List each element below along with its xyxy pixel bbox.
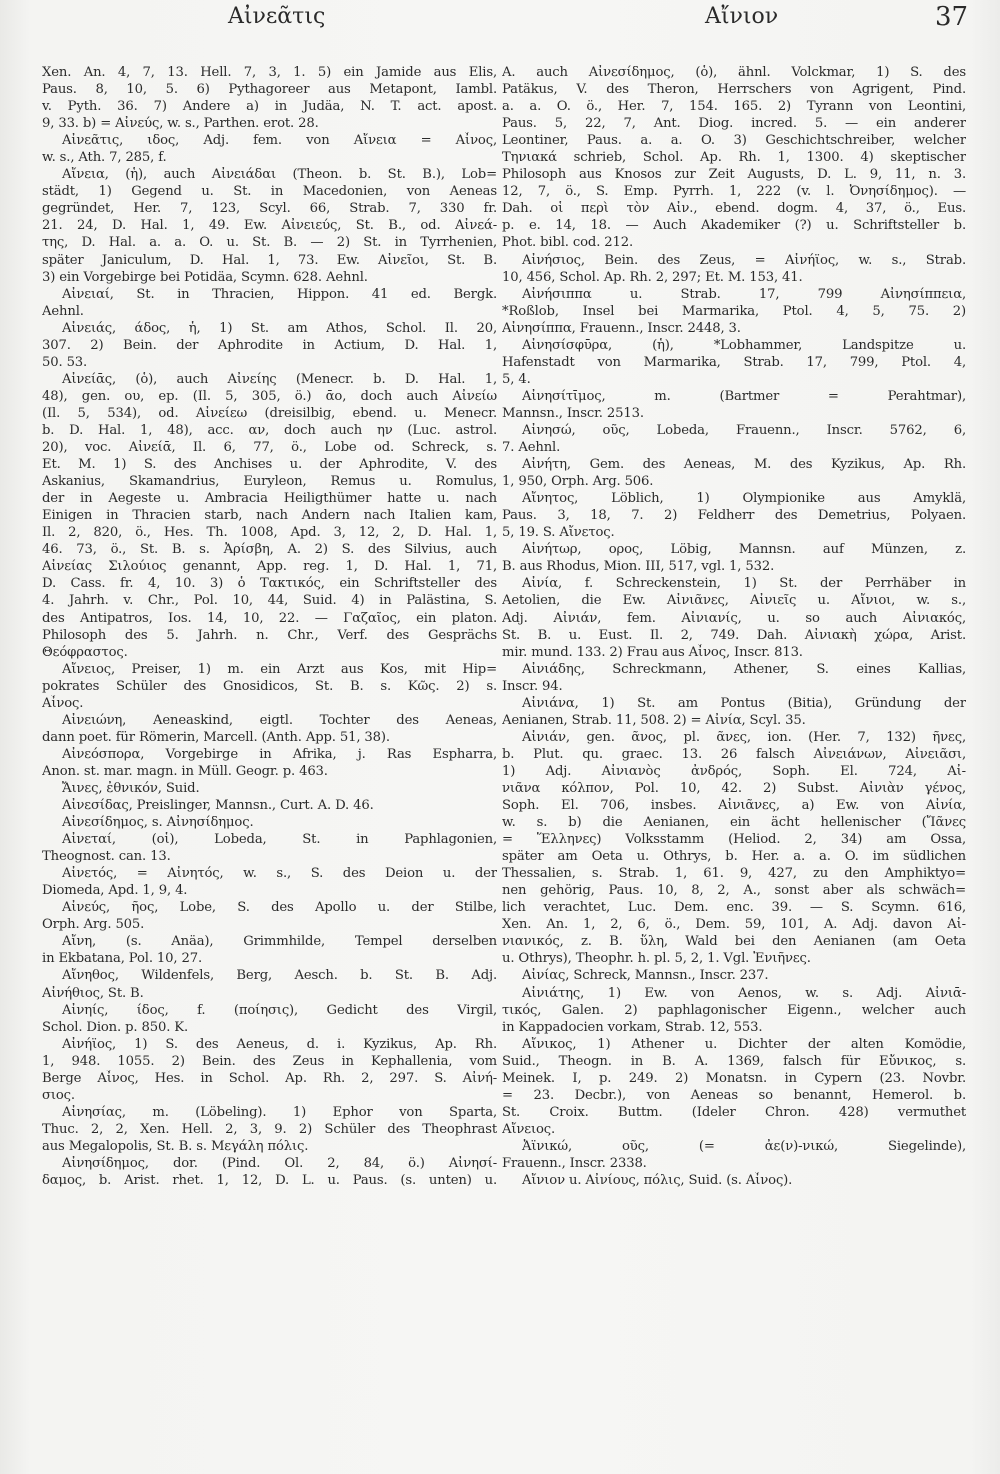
text-line: = Ἕλληνες) Volksstamm (Heliod. 2, 34) am Ossa,	[502, 832, 966, 848]
text-line: σιος.	[42, 1087, 75, 1103]
text-line: Anon. st. mar. magn. in Müll. Geogr. p. 463.	[42, 763, 328, 779]
left-column	[42, 64, 497, 1189]
text-line: Thuc. 2, 2, Xen. Hell. 2, 3, 9. 2) Schüler des Theophrast	[42, 1121, 497, 1137]
text-line: Paus. 5, 22, 7, Ant. Diog. incred. 5. — ein anderer	[502, 116, 966, 132]
text-line: Αἰνήτωρ, ορος, Löbig, Mannsn. auf Münzen, z.	[522, 542, 966, 558]
text-line: Αἰνετός, = Αἰνητός, w. s., S. des Deion u. der	[62, 866, 497, 882]
text-line: Αἴνηθος, Wildenfels, Berg, Aesch. b. St. B. Adj.	[62, 968, 497, 984]
text-line: A. auch Αἰνεσίδημος, (ὁ), ähnl. Volckmar, 1) S. des	[502, 65, 966, 80]
text-line: Αἰνεόσπορα, Vorgebirge in Afrika, j. Ras Espharra,	[62, 746, 497, 762]
text-line: 1) Adj. Αἰνιανὸς ἀνδρός, Soph. El. 724, Αἰ-	[502, 763, 966, 779]
text-line: Αἰνεύς, ῆος, Lobe, S. des Apollo u. der Stilbe,	[62, 900, 497, 916]
text-line: dann poet. für Römerin, Marcell. (Anth. App. 51, 38).	[42, 729, 390, 745]
text-line: Τηνιακά schrieb, Schol. Ap. Rh. 1, 1300. 4) skeptischer	[502, 150, 966, 166]
text-line: 7. Aehnl.	[502, 440, 561, 456]
text-line: Askanius, Skamandrius, Euryleon, Remus u. Romulus,	[42, 474, 497, 490]
text-line: b. Plut. qu. graec. 13. 26 falsch Αἰνειάνων, Αἰνειᾶσι,	[502, 746, 966, 762]
text-line: Αἰνήσιος, Bein. des Zeus, = Αἰνήϊος, w. s., Strab.	[522, 252, 966, 268]
text-line: Schol. Dion. p. 850. K.	[42, 1019, 189, 1035]
text-line: später Janiculum, D. Hal. 1, 73. Ew. Αἰνεῖοι, St. B.	[42, 252, 497, 268]
text-line: Αἰνειώνη, Aeneaskind, eigtl. Tochter des Aeneas,	[62, 712, 497, 728]
text-line: Αἰνιάτης, 1) Ew. von Aenos, w. s. Adj. Αἰνιᾱ-	[522, 985, 966, 1001]
text-line: Xen. An. 1, 2, 6, ö., Dem. 59, 101, A. Adj. davon Αἰ-	[502, 917, 966, 933]
text-line: Soph. El. 706, insbes. Αἰνιᾶνες, a) Ew. von Αἰνία,	[502, 798, 966, 814]
text-line: Αἰνησίδημος, dor. (Pind. Ol. 2, 84, ö.) Αἰνησί-	[62, 1156, 497, 1171]
text-line: Αἰνιάδης, Schreckmann, Athener, S. eines Kallias,	[522, 661, 966, 677]
text-line: Aetolien, die Ew. Αἰνιᾶνες, Αἰνιεῖς u. Αἴνιοι, w. s.,	[502, 593, 966, 609]
text-line: b. D. Hal. 1, 48), acc. αν, doch auch ην (Luc. astrol.	[42, 422, 497, 438]
text-line: Αἰνησίσφῡρα, (ἡ), *Lobhammer, Landspitze u.	[522, 337, 966, 353]
text-line: της, D. Hal. a. a. O. u. St. B. — 2) St. in Tyrrhenien,	[42, 235, 497, 251]
text-line: Dah. οἱ περὶ τὸν Αἰν., ebend. dogm. 4, 37, ö., Eus.	[502, 201, 966, 217]
text-line: (Il. 5, 534), od. Αἰνείεω (dreisilbig, ebend. u. Menecr.	[42, 405, 497, 421]
text-line: Θεόφραστος.	[42, 644, 128, 660]
text-line: D. Cass. fr. 4, 10. 3) ὁ Τακτικός, ein Schriftsteller des	[42, 576, 497, 592]
text-line: Patäkus, V. des Theron, Herrschers von Agrigent, Pind.	[502, 82, 966, 98]
text-line: Αἰνεσίδημος, s. Αἰνησίδημος.	[62, 815, 254, 831]
text-line: Ἀϊνικώ, οῦς, (= ἀε(ν)-νικώ, Siegelinde),	[522, 1138, 966, 1154]
text-line: Αἴνεια, (ἡ), auch Αἰνειάδαι (Theon. b. St. B.), Lob=	[62, 167, 497, 183]
text-line: Αἴνειος.	[502, 1121, 556, 1137]
text-line: St. B. u. Eust. Il. 2, 749. Dah. Αἰνιακὴ χώρα, Arist.	[502, 627, 966, 643]
left-guideword: Αἰνεᾶτις	[228, 4, 326, 29]
text-line: später am Oeta u. Othrys, b. Her. a. a. O. im südlichen	[502, 849, 966, 865]
text-line: Αἰνησίας, m. (Löbeling). 1) Ephor von Sparta,	[62, 1104, 497, 1120]
text-line: Aehnl.	[42, 303, 84, 319]
text-line: Αἰνηίς, ίδος, f. (ποίησις), Gedicht des Virgil,	[62, 1002, 497, 1018]
text-line: Et. M. 1) S. des Anchises u. der Aphrodite, V. des	[42, 457, 497, 473]
text-line: städt, 1) Gegend u. St. in Macedonien, von Aeneas	[42, 184, 497, 200]
text-line: 307. 2) Bein. der Aphrodite in Actium, D. Hal. 1,	[42, 337, 497, 353]
text-line: νιᾶνα κόλπον, Pol. 10, 42. 2) Subst. Αἰνιὰν γένος,	[502, 780, 966, 796]
text-line: Theognost. can. 13.	[42, 849, 171, 865]
text-line: w. s., Ath. 7, 285, f.	[42, 150, 167, 166]
text-line: Philosoph des 5. Jahrh. n. Chr., Verf. des Gesprächs	[42, 627, 497, 643]
text-line: 9, 33. b) = Αἰνεύς, w. s., Parthen. erot. 28.	[42, 116, 319, 132]
text-line: p. e. 14, 18. — Auch Akademiker (?) u. Schriftsteller b.	[502, 218, 966, 234]
text-line: = 23. Decbr.), von Aeneas so benannt, Hemerol. b.	[502, 1087, 966, 1103]
text-line: aus Megalopolis, St. B. s. Μεγάλη πόλις.	[42, 1138, 309, 1154]
text-line: Αἰνήτη, Gem. des Aeneas, M. des Kyzikus, Ap. Rh.	[522, 457, 966, 473]
text-line: Αἰνήϊος, 1) S. des Aeneus, d. i. Kyzikus, Ap. Rh.	[62, 1036, 497, 1052]
text-line: 3) ein Vorgebirge bei Potidäa, Scymn. 628. Aehnl.	[42, 269, 368, 285]
right-guideword: Αἴνιον	[705, 4, 779, 29]
text-line: u. Othrys), Theophr. h. pl. 5, 2, 1. Vgl. Ἐνιῆνες.	[502, 951, 811, 967]
text-line: Αἰνίας, Schreck, Mannsn., Inscr. 237.	[522, 968, 769, 984]
text-line: Ἄινες, ἐθνικόν, Suid.	[62, 780, 200, 796]
text-line: Il. 2, 820, ö., Hes. Th. 1008, Apd. 3, 12, 2, D. Hal. 1,	[42, 525, 497, 541]
text-line: a. a. O. ö., Her. 7, 154. 165. 2) Tyrann von Leontini,	[502, 99, 966, 115]
text-line: Αἰνησίτῑμος, m. (Bartmer = Perahtmar),	[522, 388, 966, 404]
text-line: lich verachtet, Luc. Dem. enc. 39. — S. Scymn. 616,	[502, 900, 966, 916]
text-line: 21. 24, D. Hal. 1, 49. Ew. Αἰνειεύς, St. B., od. Αἰνεά-	[42, 218, 497, 234]
text-line: Diomeda, Apd. 1, 9, 4.	[42, 883, 188, 899]
text-line: nen gehörig, Paus. 10, 8, 2, A., sonst aber als schwäch=	[502, 883, 966, 899]
text-line: Thessalien, s. Strab. 1, 61. 9, 427, zu den Amphiktyo=	[502, 866, 966, 882]
text-line: Αἰνιάν, gen. ᾶνος, pl. ᾶνες, ion. (Her. 7, 132) ῆνες,	[522, 729, 966, 745]
text-line: in Ekbatana, Pol. 10, 27.	[42, 951, 202, 967]
text-line: Αἴνιον u. Αἰνίους, πόλις, Suid. (s. Αἶνος).	[522, 1173, 793, 1189]
text-line: Philosoph aus Knosos zur Zeit Augusts, D. L. 9, 11, n. 3.	[502, 167, 966, 183]
text-line: νιανικός, z. B. ὕλη, Wald bei den Aenianen (am Oeta	[502, 934, 966, 950]
text-line: Paus. 8, 10, 5. 6) Pythagoreer aus Metapont, Iambl.	[42, 82, 497, 98]
right-column	[502, 64, 966, 1189]
text-line: Inscr. 94.	[502, 678, 563, 694]
text-line: Frauenn., Inscr. 2338.	[502, 1156, 647, 1171]
text-line: Αἶνος.	[42, 695, 84, 711]
text-line: Αἰνία, f. Schreckenstein, 1) St. der Perrhäber in	[522, 576, 966, 592]
text-line: v. Pyth. 36. 7) Andere a) in Judäa, N. T. act. apost.	[42, 99, 497, 115]
text-line: St. Croix. Buttm. (Ideler Chron. 428) vermuthet	[502, 1104, 966, 1120]
text-line: Orph. Arg. 505.	[42, 917, 145, 933]
text-line: 46. 73, ö., St. B. s. Ἀρίσβη, A. 2) S. des Silvius, auch	[42, 542, 497, 558]
text-line: 20), voc. Αἰνείᾱ, Il. 6, 77, ö., Lobe od. Schreck, s.	[42, 440, 497, 456]
text-line: Leontiner, Paus. a. a. O. 3) Geschichtschreiber, welcher	[502, 133, 966, 149]
text-line: Mannsn., Inscr. 2513.	[502, 405, 644, 421]
text-line: Berge Αἶνος, Hes. in Schol. Ap. Rh. 2, 297. S. Αἰνή-	[42, 1070, 497, 1086]
text-line: 4. Jahrh. v. Chr., Pol. 10, 44, Suid. 4) in Palästina, S.	[42, 593, 497, 609]
text-line: der in Aegeste u. Ambracia Heiligthümer hatte u. nach	[42, 491, 497, 507]
text-line: des Antipatros, Ios. 14, 10, 22. — Γαζαῖος, ein platon.	[42, 610, 497, 626]
text-line: Αἰνείας Σιλούιος genannt, App. reg. 1, D. Hal. 1, 71,	[42, 559, 497, 575]
text-line: Xen. An. 4, 7, 13. Hell. 7, 3, 1. 5) ein Jamide aus Elis,	[42, 65, 497, 80]
text-line: Αἰνείᾱς, (ὁ), auch Αἰνείης (Menecr. b. D. Hal. 1,	[62, 371, 497, 387]
page-number: 37	[935, 2, 969, 32]
text-line: Αἰνήθιος, St. B.	[42, 985, 144, 1001]
text-line: mir. mund. 133. 2) Frau aus Αἶνος, Inscr. 813.	[502, 644, 803, 660]
text-line: w. s. b) die Aenianen, ein ächt hellenischer (Ἴᾶνες	[502, 815, 966, 831]
text-line: Αἰνειαί, St. in Thracien, Hippon. 41 ed. Bergk.	[62, 286, 497, 302]
text-line: Paus. 3, 18, 7. 2) Feldherr des Demetrius, Polyaen.	[502, 508, 966, 524]
text-line: Meinek. I, p. 249. 2) Monatsn. in Cypern (23. Novbr.	[502, 1070, 966, 1086]
text-line: Αἴνη, (s. Anäa), Grimmhilde, Tempel derselben	[62, 934, 497, 950]
text-line: Αἰνειάς, άδος, ἡ, 1) St. am Athos, Schol. Il. 20,	[62, 320, 497, 336]
text-line: in Kappadocien vorkam, Strab. 12, 553.	[502, 1019, 763, 1035]
text-line: Αἴνειος, Preiser, 1) m. ein Arzt aus Kos, mit Hip=	[62, 661, 497, 677]
text-line: pokrates Schüler des Gnosidicos, St. B. s. Κῶς. 2) s.	[42, 678, 497, 694]
text-line: 10, 456, Schol. Ap. Rh. 2, 297; Et. M. 153, 41.	[502, 269, 803, 285]
text-line: Αἴνητος, Löblich, 1) Olympionike aus Amyklä,	[522, 491, 966, 507]
text-line: 1, 950, Orph. Arg. 506.	[502, 474, 654, 490]
text-line: Hafenstadt von Marmarika, Strab. 17, 799, Ptol. 4,	[502, 354, 966, 370]
text-line: Αἰνήσιππα u. Strab. 17, 799 Αἰνησίππεια,	[522, 286, 966, 302]
text-line: 48), gen. ου, ep. (Il. 5, 305, ö.) ᾱο, doch auch Αἰνείω	[42, 388, 497, 404]
text-line: Αἰνιάνα, 1) St. am Pontus (Bitia), Gründung der	[522, 695, 966, 711]
text-line: δαμος, b. Arist. rhet. 1, 12, D. L. u. Paus. (s. unten) u.	[42, 1173, 497, 1189]
text-line: 50. 53.	[42, 354, 88, 370]
text-line: 1, 948. 1055. 2) Bein. des Zeus in Kephallenia, vom	[42, 1053, 497, 1069]
text-line: Αἰνησίππα, Frauenn., Inscr. 2448, 3.	[502, 320, 741, 336]
text-line: Phot. bibl. cod. 212.	[502, 235, 634, 251]
text-line: τικός, Galen. 2) paphlagonischer Eigenn., welcher auch	[502, 1002, 966, 1018]
text-line: *Roßlob, Insel bei Marmarika, Ptol. 4, 5, 75. 2)	[502, 303, 966, 319]
text-line: Adj. Αἰνιάν, fem. Αἰνιανίς, u. so auch Αἰνιακός,	[502, 610, 966, 626]
text-line: Αἴνικος, 1) Athener u. Dichter der alten Komödie,	[522, 1036, 966, 1052]
text-line: Αἰνεᾶτις, ιδος, Adj. fem. von Αἴνεια = Αἶνος,	[62, 133, 497, 149]
text-line: 5, 4.	[502, 371, 531, 387]
text-line: B. aus Rhodus, Mion. III, 517, vgl. 1, 532.	[502, 559, 775, 575]
text-line: Aenianen, Strab. 11, 508. 2) = Αἰνία, Scyl. 35.	[502, 712, 806, 728]
text-line: Einigen in Thracien starb, nach Andern nach Italien kam,	[42, 508, 497, 524]
text-line: Αἰνησώ, οῦς, Lobeda, Frauenn., Inscr. 5762, 6,	[522, 422, 966, 438]
text-line: 12, 7, ö., S. Emp. Pyrrh. 1, 222 (v. l. Ὀνησίδημος). —	[502, 184, 966, 200]
text-line: 5, 19. S. Αἴνετος.	[502, 525, 615, 541]
text-line: gegründet, Her. 7, 123, Scyl. 66, Strab. 7, 330 fr.	[42, 201, 497, 217]
text-line: Suid., Theogn. in B. A. 1369, falsch für Εὔνικος, s.	[502, 1053, 966, 1069]
text-line: Αἰνεταί, (οἱ), Lobeda, St. in Paphlagonien,	[62, 832, 497, 848]
text-line: Αἰνεσίδας, Preislinger, Mannsn., Curt. A. D. 46.	[62, 798, 374, 814]
